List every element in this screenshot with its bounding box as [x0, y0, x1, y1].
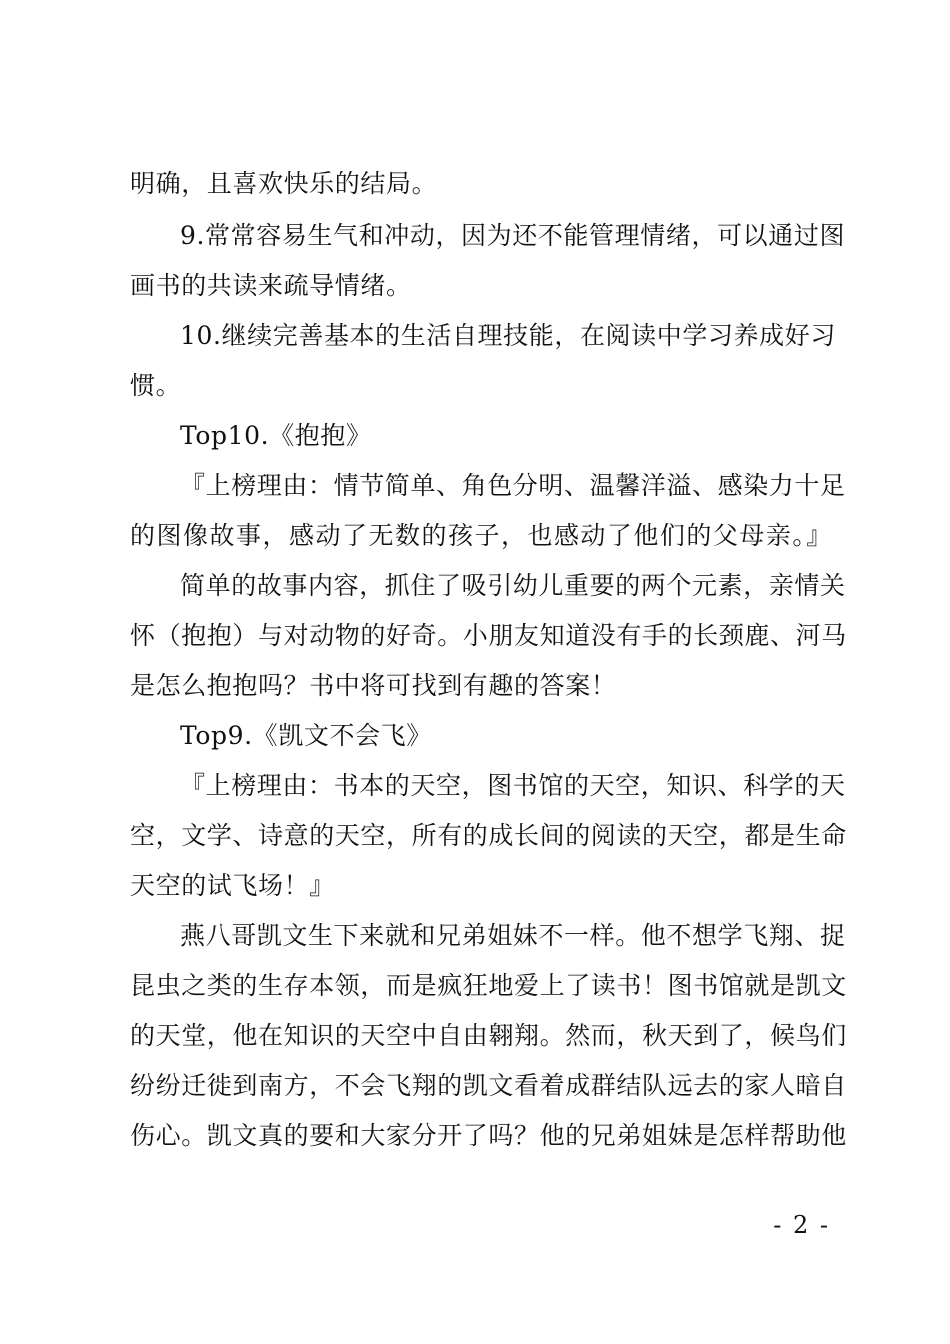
text-line-7: 『上榜理由：情节简单、角色分明、温馨洋溢、感染力十足 — [180, 471, 846, 500]
text-line-13: 『上榜理由：书本的天空，图书馆的天空，知识、科学的天 — [180, 771, 846, 800]
text-line-10: 怀（抱抱）与对动物的好奇。小朋友知道没有手的长颈鹿、河马 — [130, 621, 847, 650]
text-line-18: 的天堂，他在知识的天空中自由翱翔。然而，秋天到了，候鸟们 — [130, 1021, 847, 1050]
text-line-19: 纷纷迁徙到南方，不会飞翔的凯文看着成群结队远去的家人暗自 — [130, 1071, 847, 1100]
text-line-8: 的图像故事，感动了无数的孩子，也感动了他们的父母亲。』 — [130, 521, 832, 550]
text-line-20: 伤心。凯文真的要和大家分开了吗？他的兄弟姐妹是怎样帮助他 — [130, 1121, 847, 1150]
text-line-16: 燕八哥凯文生下来就和兄弟姐妹不一样。他不想学飞翔、捉 — [180, 921, 846, 950]
text-line-14: 空，文学、诗意的天空，所有的成长间的阅读的天空，都是生命 — [130, 821, 847, 850]
text-line-12: Top9.《凯文不会飞》 — [180, 721, 432, 750]
text-line-3: 画书的共读来疏导情绪。 — [130, 271, 412, 300]
text-line-15: 天空的试飞场！』 — [130, 871, 335, 900]
page-number: - 2 - — [773, 1211, 830, 1239]
text-line-5: 惯。 — [130, 371, 182, 400]
text-line-11: 是怎么抱抱吗？书中将可找到有趣的答案！ — [130, 671, 617, 700]
text-line-17: 昆虫之类的生存本领，而是疯狂地爱上了读书！图书馆就是凯文 — [130, 971, 847, 1000]
text-line-1: 明确，且喜欢快乐的结局。 — [130, 169, 438, 198]
text-line-4: 10.继续完善基本的生活自理技能，在阅读中学习养成好习 — [180, 321, 836, 350]
text-line-2: 9.常常容易生气和冲动，因为还不能管理情绪，可以通过图 — [180, 221, 846, 250]
text-line-6: Top10.《抱抱》 — [180, 421, 372, 450]
text-line-9: 简单的故事内容，抓住了吸引幼儿重要的两个元素，亲情关 — [180, 571, 846, 600]
